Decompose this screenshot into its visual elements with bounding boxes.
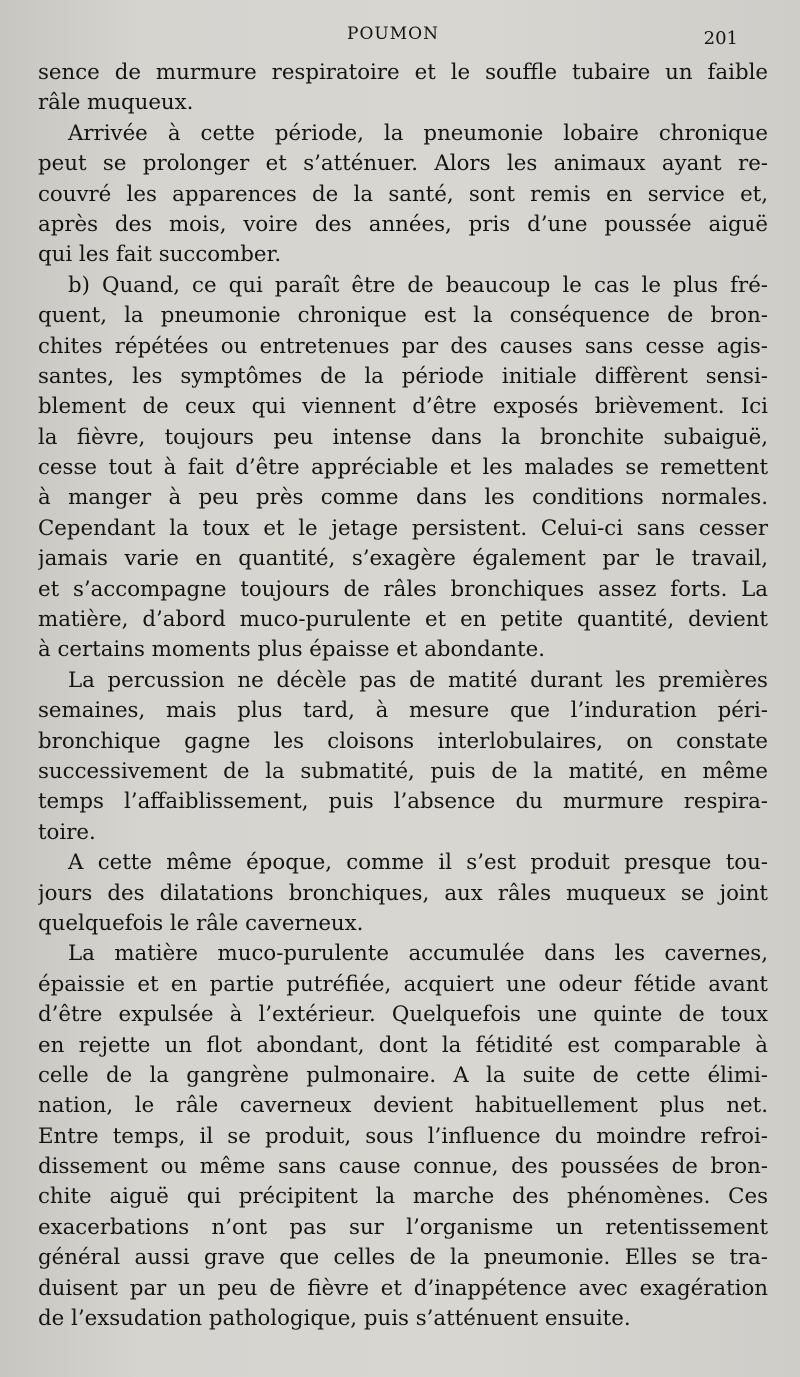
text-line: semaines, mais plus tard, à mesure que l’induration péri- bbox=[38, 698, 768, 724]
text-line: à manger à peu près comme dans les conditions normales. bbox=[38, 485, 768, 511]
running-title: POUMON bbox=[347, 24, 439, 44]
text-line: A cette même époque, comme il s’est produit presque tou- bbox=[68, 850, 768, 876]
text-line: quelquefois le râle caverneux. bbox=[38, 910, 364, 936]
text-line: la fièvre, toujours peu intense dans la bronchite subaiguë, bbox=[38, 424, 768, 450]
text-line: de l’exsudation pathologique, puis s’atténuent ensuite. bbox=[38, 1306, 631, 1332]
text-line: successivement de la submatité, puis de la matité, en même bbox=[38, 758, 768, 784]
text-line: couvré les apparences de la santé, sont remis en service et, bbox=[38, 181, 768, 207]
text-line: Entre temps, il se produit, sous l’influence du moindre refroi- bbox=[38, 1123, 768, 1149]
body-text bbox=[38, 58, 768, 1334]
text-line: dissement ou même sans cause connue, des poussées de bron- bbox=[38, 1154, 768, 1180]
text-line: râle muqueux. bbox=[38, 90, 194, 116]
text-line: à certains moments plus épaisse et abondante. bbox=[38, 637, 546, 663]
text-line: sence de murmure respiratoire et le souffle tubaire un faible bbox=[38, 60, 768, 85]
text-line: La percussion ne décèle pas de matité durant les premières bbox=[68, 667, 768, 693]
text-line: La matière muco-purulente accumulée dans les cavernes, bbox=[68, 941, 768, 967]
text-line: quent, la pneumonie chronique est la conséquence de bron- bbox=[38, 303, 768, 329]
text-line: Arrivée à cette période, la pneumonie lobaire chronique bbox=[68, 120, 768, 146]
text-line: blement de ceux qui viennent d’être exposés brièvement. Ici bbox=[38, 394, 768, 420]
text-line: peut se prolonger et s’atténuer. Alors les animaux ayant re- bbox=[38, 151, 768, 177]
text-line: celle de la gangrène pulmonaire. A la suite de cette élimi- bbox=[38, 1062, 768, 1088]
text-line: duisent par un peu de fièvre et d’inappétence avec exagération bbox=[38, 1275, 768, 1301]
text-line: toire. bbox=[38, 819, 96, 845]
text-line: b) Quand, ce qui paraît être de beaucoup le cas le plus fré- bbox=[68, 272, 768, 298]
text-line: nation, le râle caverneux devient habituellement plus net. bbox=[38, 1093, 768, 1119]
page-header bbox=[48, 24, 738, 50]
text-line: jours des dilatations bronchiques, aux râles muqueux se joint bbox=[38, 880, 768, 906]
page-number: 201 bbox=[703, 28, 738, 49]
text-line: qui les fait succomber. bbox=[38, 242, 282, 268]
text-line: matière, d’abord muco-purulente et en petite quantité, devient bbox=[38, 607, 768, 633]
text-line: Cependant la toux et le jetage persistent. Celui-ci sans cesser bbox=[38, 515, 768, 541]
text-line: chite aiguë qui précipitent la marche des phénomènes. Ces bbox=[38, 1184, 768, 1210]
text-line: cesse tout à fait d’être appréciable et les malades se remettent bbox=[38, 455, 768, 481]
text-line: chites répétées ou entretenues par des causes sans cesse agis- bbox=[38, 333, 768, 359]
text-line: en rejette un flot abondant, dont la fétidité est comparable à bbox=[38, 1032, 768, 1058]
text-line: après des mois, voire des années, pris d’une poussée aiguë bbox=[38, 211, 768, 237]
text-line: général aussi grave que celles de la pneumonie. Elles se tra- bbox=[38, 1245, 768, 1271]
text-line: jamais varie en quantité, s’exagère également par le travail, bbox=[38, 546, 768, 572]
text-line: exacerbations n’ont pas sur l’organisme un retentissement bbox=[38, 1214, 768, 1240]
text-line: et s’accompagne toujours de râles bronchiques assez forts. La bbox=[38, 576, 768, 602]
text-line: bronchique gagne les cloisons interlobulaires, on constate bbox=[38, 728, 768, 754]
text-line: temps l’affaiblissement, puis l’absence du murmure respira- bbox=[38, 789, 768, 815]
text-line: santes, les symptômes de la période initiale diffèrent sensi- bbox=[38, 363, 768, 389]
text-line: d’être expulsée à l’extérieur. Quelquefois une quinte de toux bbox=[38, 1002, 768, 1028]
text-line: épaissie et en partie putréfiée, acquiert une odeur fétide avant bbox=[38, 971, 768, 997]
